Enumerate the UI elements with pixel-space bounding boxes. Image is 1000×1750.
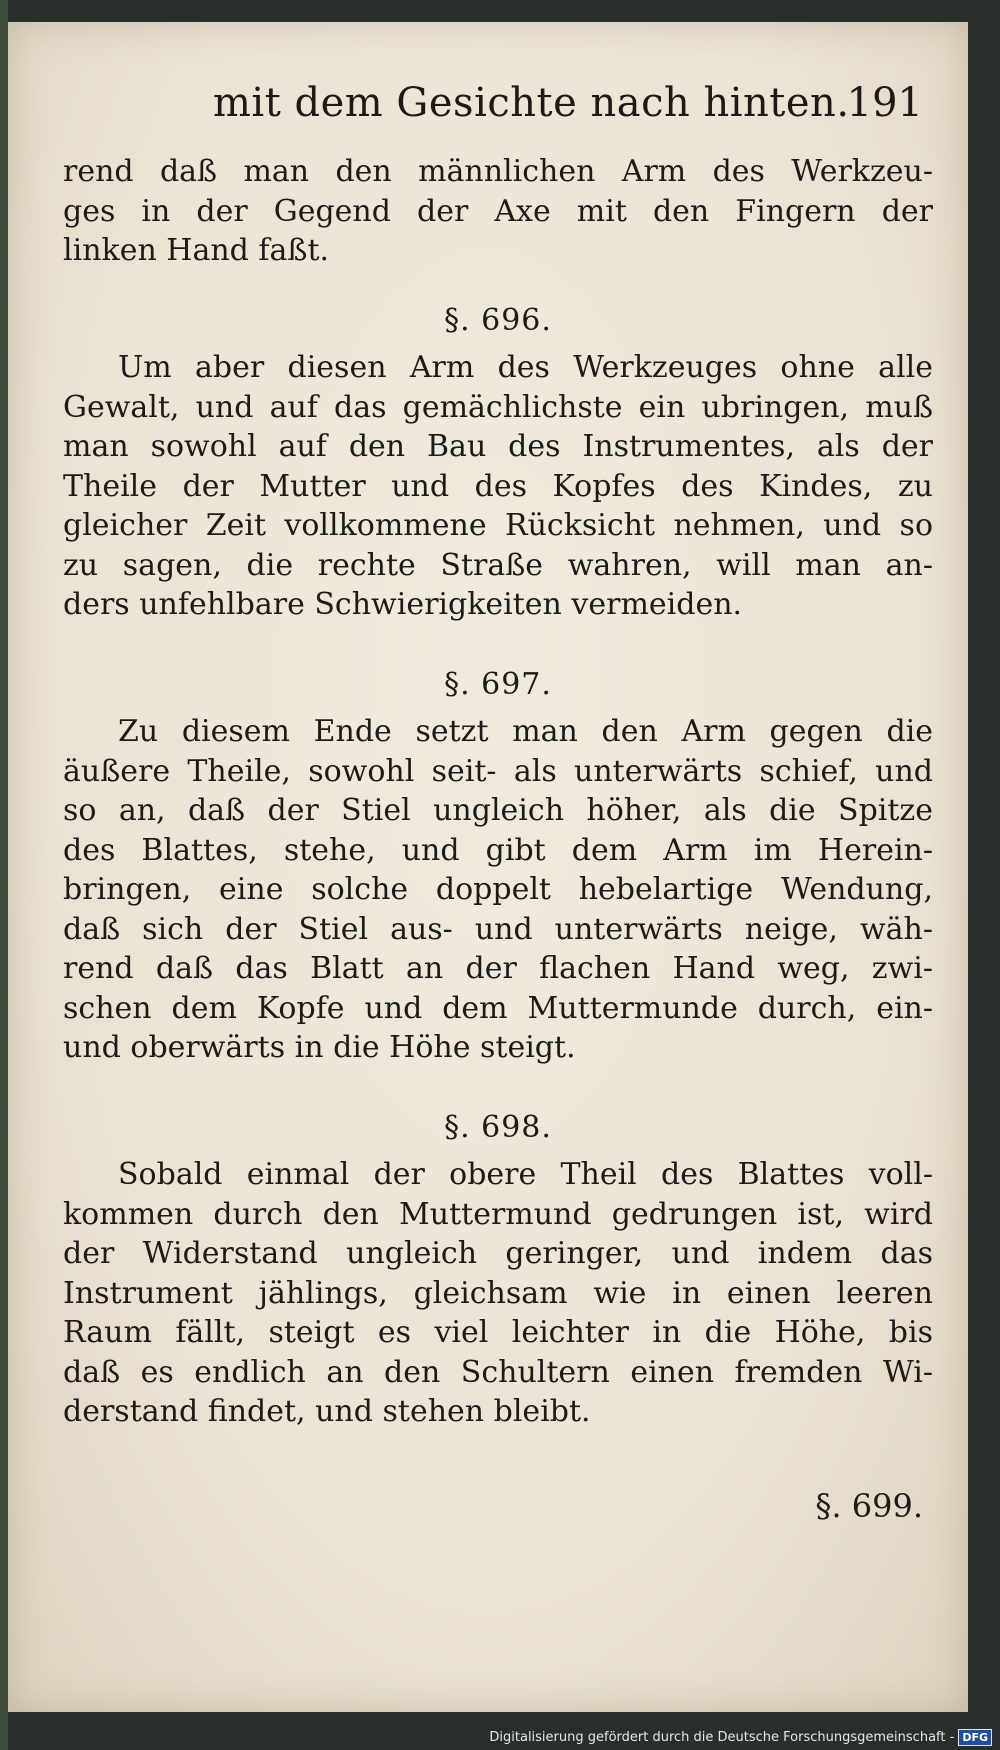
text-line: Gewalt, und auf das gemächlichste ein ubringen, muß: [63, 389, 933, 425]
section-heading-696: §. 696.: [444, 302, 552, 338]
paragraph-continuation: [63, 152, 933, 271]
page-number: 191: [846, 80, 923, 126]
running-title: mit dem Gesichte nach hinten.: [213, 80, 850, 126]
text-line: Zu diesem Ende setzt man den Arm gegen die: [118, 714, 933, 749]
page-body: [63, 152, 933, 1432]
text-line: Sobald einmal der obere Theil des Blattes voll-: [118, 1157, 933, 1192]
book-page: [8, 22, 968, 1712]
text-line: Theile der Mutter und des Kopfes des Kindes, zu: [63, 468, 933, 504]
text-line: daß es endlich an den Schultern einen fremden Wi-: [63, 1354, 933, 1390]
catchword: §. 699.: [815, 1487, 923, 1525]
text-line: bringen, eine solche doppelt hebelartige Wendung,: [63, 872, 933, 907]
section-heading-698: §. 698.: [444, 1109, 552, 1145]
paragraph-697: [63, 712, 933, 1068]
text-line: ges in der Gegend der Axe mit den Fingern der: [63, 193, 933, 229]
text-line: des Blattes, stehe, und gibt dem Arm im Herein-: [63, 832, 933, 868]
digitization-credit: [489, 1729, 992, 1746]
book-edge: [0, 0, 8, 1750]
credit-text: Digitalisierung gefördert durch die Deutsche Forschungsgemeinschaft -: [489, 1730, 955, 1745]
text-line: linken Hand faßt.: [63, 233, 330, 268]
text-line: äußere Theile, sowohl seit- als unterwärts schief, und: [63, 753, 933, 789]
text-line: schen dem Kopfe und dem Muttermunde durch, ein-: [63, 990, 933, 1026]
text-line: derstand findet, und stehen bleibt.: [63, 1394, 591, 1429]
text-line: Um aber diesen Arm des Werkzeuges ohne alle: [118, 350, 933, 385]
text-line: zu sagen, die rechte Straße wahren, will man an-: [63, 547, 933, 583]
text-line: so an, daß der Stiel ungleich höher, als die Spitze: [63, 793, 933, 828]
paragraph-696: [63, 348, 933, 625]
text-line: daß sich der Stiel aus- und unterwärts neige, wäh-: [63, 911, 933, 947]
page-header: [63, 74, 938, 144]
text-line: gleicher Zeit vollkommene Rücksicht nehmen, und so: [63, 508, 933, 543]
text-line: kommen durch den Muttermund gedrungen ist, wird: [63, 1196, 933, 1232]
text-line: der Widerstand ungleich geringer, und indem das: [63, 1236, 933, 1271]
section-heading-697: §. 697.: [444, 666, 552, 702]
text-line: Raum fällt, steigt es viel leichter in die Höhe, bis: [63, 1315, 933, 1350]
dfg-logo: DFG: [958, 1729, 992, 1746]
text-line: rend daß das Blatt an der flachen Hand weg, zwi-: [63, 951, 933, 986]
text-line: ders unfehlbare Schwierigkeiten vermeiden.: [63, 587, 743, 622]
paragraph-698: [63, 1155, 933, 1432]
text-line: man sowohl auf den Bau des Instrumentes, als der: [63, 429, 933, 464]
text-line: und oberwärts in die Höhe steigt.: [63, 1030, 576, 1065]
text-line: rend daß man den männlichen Arm des Werkzeu-: [63, 154, 933, 189]
text-line: Instrument jählings, gleichsam wie in einen leeren: [63, 1275, 933, 1311]
